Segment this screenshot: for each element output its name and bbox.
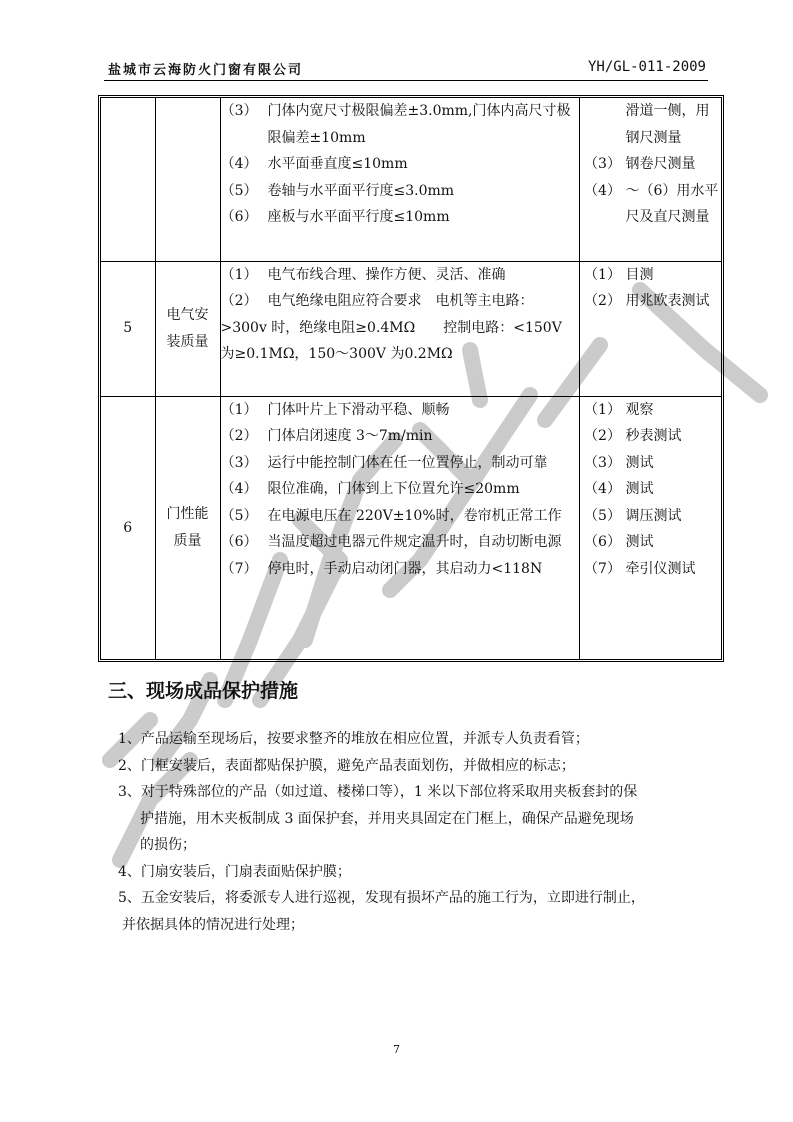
requirement-item: （2） 门体启闭速度 3～7m/min xyxy=(220,428,433,444)
requirements-cell xyxy=(220,396,579,659)
row-category: 电气安装质量 xyxy=(155,261,220,396)
requirement-item: （1） 电气布线合理、操作方便、灵活、准确 xyxy=(220,266,506,283)
requirements-cell xyxy=(220,98,579,261)
method-item: （3） 测试 xyxy=(584,454,654,471)
row-category: 门性能质量 xyxy=(155,396,220,659)
section-heading: 三、现场成品保护措施 xyxy=(108,680,299,702)
company-name: 盐城市云海防火门窗有限公司 xyxy=(108,63,304,78)
method-item: （5） 调压测试 xyxy=(584,507,682,524)
methods-cell xyxy=(579,261,721,396)
list-item: 4、门扇安装后，门扇表面贴保护膜； xyxy=(118,863,351,880)
row-number xyxy=(101,98,155,261)
list-item: 1、产品运输至现场后，按要求整齐的堆放在相应位置，并派专人负责看管； xyxy=(118,731,589,747)
requirement-item: （4） 水平面垂直度≤10mm xyxy=(220,156,408,172)
row-category xyxy=(155,98,220,261)
row-number: 6 xyxy=(101,396,155,659)
method-item: （4） 测试 xyxy=(584,481,654,497)
methods-cell xyxy=(579,396,721,659)
requirement-item: （3） 运行中能控制门体在任一位置停止，制动可靠 xyxy=(220,454,548,471)
requirement-item: （1） 门体叶片上下滑动平稳、顺畅 xyxy=(220,401,450,418)
row-number: 5 xyxy=(101,261,155,396)
list-item: 2、门框安装后，表面都贴保护膜，避免产品表面划伤，并做相应的标志； xyxy=(118,757,575,774)
requirement-item: （4） 限位准确，门体到上下位置允许≤20mm xyxy=(220,481,520,497)
requirements-cell xyxy=(220,261,579,396)
table-row xyxy=(101,396,721,659)
method-item: （1） 目测 xyxy=(584,266,654,283)
requirement-item: （5） 在电源电压在 220V±10%时，卷帘机正常工作 xyxy=(220,507,562,524)
method-item: （1） 观察 xyxy=(584,401,654,418)
list-item: 3、对于特殊部位的产品（如过道、楼梯口等），1 米以下部位将采取用夹板套封的保 护措施，用木夹板制成 3 面保护套，并用夹具固定在门框上，确保产品避免现场 的损伤； xyxy=(118,784,638,853)
method-item: （3） 钢卷尺测量 xyxy=(584,156,696,172)
table-row xyxy=(101,98,721,261)
method-item: （4） ～（6）用水平尺及直尺测量 xyxy=(584,182,719,225)
inspection-table xyxy=(98,95,724,662)
method-continuation: 钢尺测量 xyxy=(625,129,682,146)
page-header xyxy=(104,58,708,81)
method-continuation: 滑道一侧，用 xyxy=(625,103,710,119)
requirement-item: （5） 卷轴与水平面平行度≤3.0mm xyxy=(220,182,455,199)
method-item: （2） 用兆欧表测试 xyxy=(584,293,710,309)
document-number: YH/GL-011-2009 xyxy=(587,59,706,75)
table-row xyxy=(101,261,721,396)
requirement-item: （2） 电气绝缘电阻应符合要求 电机等主电路：>300v 时，绝缘电阻≥0.4MΩ 控制电路：<150V 为≥0.1MΩ，150～300V 为0.2MΩ xyxy=(220,293,562,362)
method-item: （7） 牵引仪测试 xyxy=(584,560,696,577)
requirement-item: （7） 停电时，手动启动闭门器，其启动力<118N xyxy=(220,560,543,577)
page-number: 7 xyxy=(393,1043,400,1056)
method-item: （2） 秒表测试 xyxy=(584,428,682,444)
requirement-item: （6） 当温度超过电器元件规定温升时，自动切断电源 xyxy=(220,534,562,550)
list-item: 5、五金安装后，将委派专人进行巡视，发现有损坏产品的施工行为，立即进行制止， 并依据具体的情况进行处理； xyxy=(118,890,645,933)
methods-cell xyxy=(579,98,721,261)
requirement-item: （6） 座板与水平面平行度≤10mm xyxy=(220,209,450,225)
method-item: （6） 测试 xyxy=(584,534,654,550)
protection-measures-list xyxy=(118,726,718,938)
requirement-item: （3） 门体内宽尺寸极限偏差±3.0mm,门体内高尺寸极限偏差±10mm xyxy=(220,103,571,146)
